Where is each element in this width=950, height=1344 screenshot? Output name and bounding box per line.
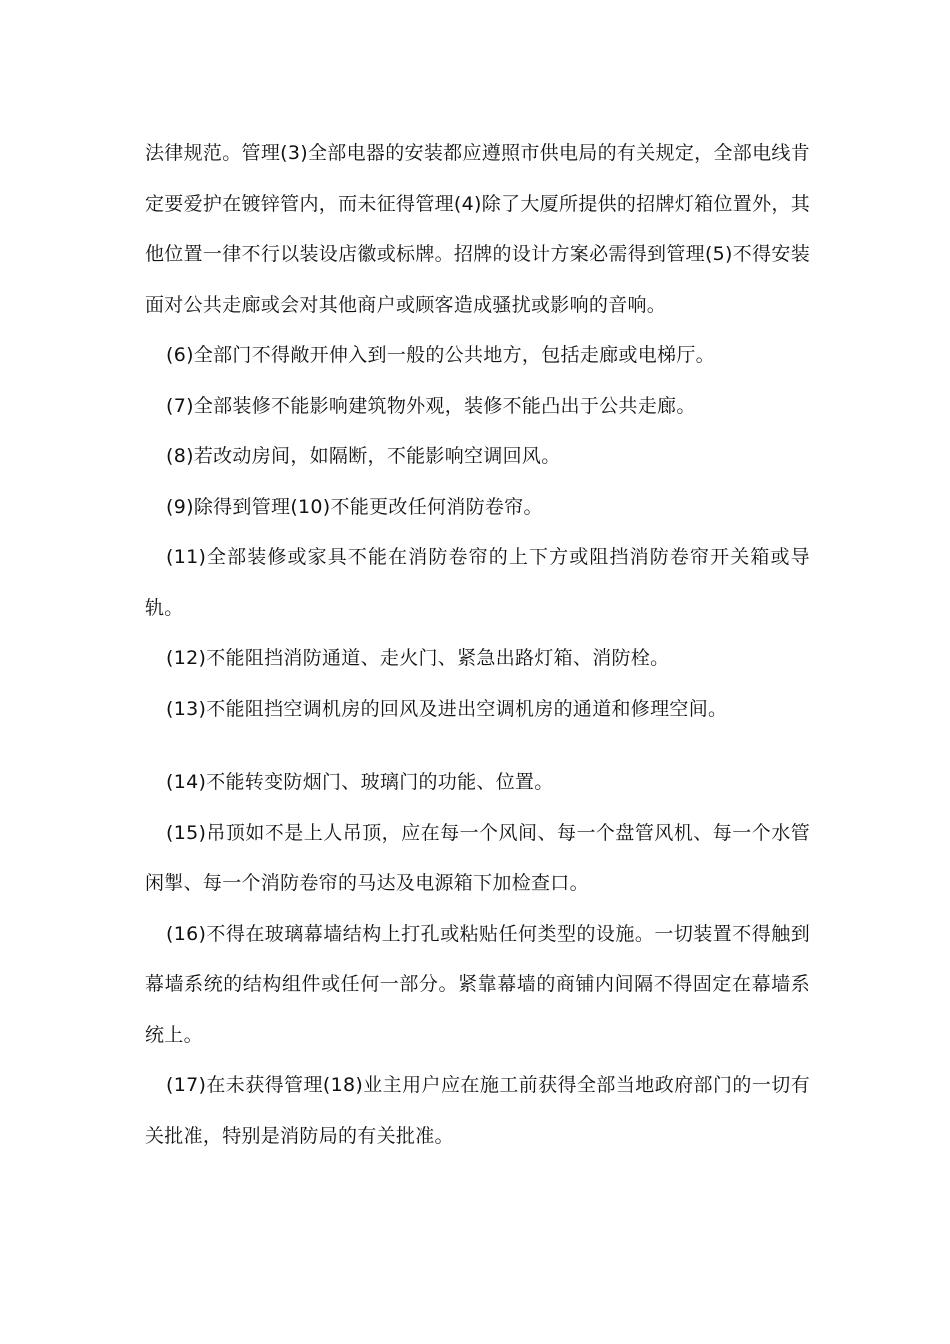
paragraph-item-12: (12)不能阻挡消防通道、走火门、紧急出路灯箱、消防栓。 (166, 647, 670, 669)
paragraph-item-9: (9)除得到管理(10)不能更改任何消防卷帘。 (166, 495, 543, 518)
paragraph-intro: 法律规范。管理(3)全部电器的安装都应遵照市供电局的有关规定，全部电线肯定要爱护在镀锌管内，而未征得管理(4)除了大厦所提供的招牌灯箱位置外，其他位置一律不行以装设店徽或标牌。招牌的设计方案必需得到管理(5)不得安装面对公共走廊或会对其他商户或顾客造成骚扰或影响的音响。 (145, 142, 810, 316)
paragraph-item-15: (15)吊顶如不是上人吊顶，应在每一个风间、每一个盘管风机、每一个水管闲掣、每一个消防卷帘的马达及电源箱下加检查口。 (145, 821, 810, 894)
paragraph-item-7: (7)全部装修不能影响建筑物外观，装修不能凸出于公共走廊。 (166, 394, 696, 417)
paragraph-item-17: (17)在未获得管理(18)业主用户应在施工前获得全部当地政府部门的一切有关批准，特别是消防局的有关批准。 (145, 1074, 810, 1147)
paragraph-item-8: (8)若改动房间，如隔断，不能影响空调回风。 (166, 445, 561, 467)
paragraph-item-11: (11)全部装修或家具不能在消防卷帘的上下方或阻挡消防卷帘开关箱或导轨。 (145, 546, 810, 619)
paragraph-item-16: (16)不得在玻璃幕墙结构上打孔或粘贴任何类型的设施。一切装置不得触到幕墙系统的结构组件或任何一部分。紧靠幕墙的商铺内间隔不得固定在幕墙系统上。 (145, 922, 810, 1046)
paragraph-item-13: (13)不能阻挡空调机房的回风及进出空调机房的通道和修理空间。 (166, 697, 728, 720)
paragraph-item-6: (6)全部门不得敞开伸入到一般的公共地方，包括走廊或电梯厅。 (166, 344, 715, 366)
paragraph-item-14: (14)不能转变防烟门、玻璃门的功能、位置。 (166, 771, 554, 793)
document-body (145, 128, 810, 1161)
paragraph-spacer (145, 734, 810, 757)
